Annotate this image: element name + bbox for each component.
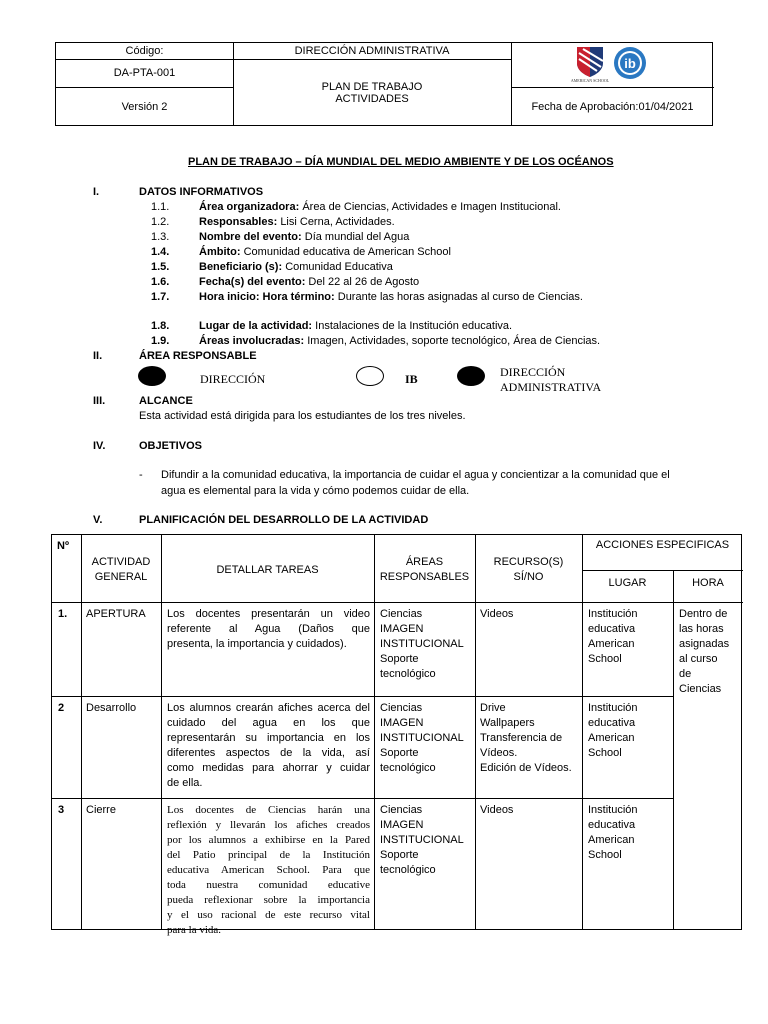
item-number: 1.3. — [151, 231, 170, 243]
row-tareas — [167, 803, 370, 938]
activity-plan-table — [51, 534, 742, 936]
row-tareas-line: cuidado del agua en los que — [167, 717, 370, 729]
alcance-text: Esta actividad está dirigida para los estudiantes de los tres niveles. — [139, 410, 466, 422]
row-tareas-line: representarán su importancia en los — [167, 732, 370, 744]
approval-date: Fecha de Aprobación:01/04/2021 — [531, 101, 694, 113]
row-areas — [380, 803, 472, 878]
item-line — [199, 246, 451, 258]
header-num: Nº — [57, 540, 69, 552]
item-value: Durante las horas asignadas al curso de Ciencias. — [337, 291, 583, 303]
row-tareas-line: Los alumnos crearán afiches acerca del — [167, 702, 370, 714]
department-name: DIRECCIÓN ADMINISTRATIVA — [294, 45, 450, 57]
objective-line1: Difundir a la comunidad educativa, la importancia de cuidar el agua y concientizar a la comunidad que el — [161, 469, 670, 481]
plan-title: PLAN DE TRABAJO – DÍA MUNDIAL DEL MEDIO AMBIENTE Y DE LOS OCÉANOS — [188, 156, 614, 168]
item-label: Área organizadora: — [199, 201, 300, 213]
section-3-heading: ALCANCE — [139, 395, 193, 407]
row-recursos-line: Transferencia de — [480, 732, 563, 744]
row-areas-line: tecnológico — [380, 668, 436, 680]
row-tareas-line: para la vida. — [167, 924, 222, 936]
row-actividad: Desarrollo — [86, 702, 137, 714]
header-hora: HORA — [692, 577, 724, 589]
item-line — [199, 291, 583, 303]
item-number: 1.2. — [151, 216, 170, 228]
doc-title-line2: ACTIVIDADES — [335, 93, 409, 105]
header-areas-line2: RESPONSABLES — [379, 571, 470, 583]
item-value: Instalaciones de la Institución educativa. — [315, 320, 513, 332]
row-lugar-line: educativa — [588, 623, 636, 635]
header-areas-line1: ÁREAS — [405, 556, 444, 568]
row-lugar-line: American — [588, 732, 635, 744]
row-lugar-line: American — [588, 638, 635, 650]
row-recursos-line: Videos — [480, 804, 514, 816]
item-number: 1.6. — [151, 276, 170, 288]
item-line — [199, 320, 512, 332]
row-tareas-line: del Patio principal de la Institución — [167, 849, 370, 861]
hora-shared-cell — [679, 607, 741, 697]
row-recursos-line: Wallpapers — [480, 717, 535, 729]
section-1-number: I. — [93, 186, 100, 198]
header-recursos — [475, 555, 582, 585]
row-areas-line: Soporte — [380, 653, 419, 665]
option-admin-marker — [457, 366, 485, 386]
row-areas-line: Ciencias — [380, 702, 423, 714]
row-recursos-line: Edición de Vídeos. — [480, 762, 572, 774]
header-actividad — [81, 555, 161, 585]
item-value: Área de Ciencias, Actividades e Imagen Institucional. — [302, 201, 561, 213]
row-areas-line: Ciencias — [380, 608, 423, 620]
codigo-value: DA-PTA-001 — [113, 67, 176, 79]
item-number: 1.5. — [151, 261, 170, 273]
row-areas-line: INSTITUCIONAL — [380, 834, 464, 846]
american-school-logo — [570, 45, 610, 85]
row-lugar-line: Institución — [588, 608, 638, 620]
hora-line: las horas — [679, 623, 724, 635]
ib-logo-text: ib — [624, 56, 636, 71]
codigo-label: Código: — [125, 45, 164, 57]
item-label: Responsables: — [199, 216, 278, 228]
row-lugar — [588, 607, 672, 667]
item-number: 1.7. — [151, 291, 170, 303]
row-number: 2 — [58, 702, 65, 714]
row-areas-line: Soporte — [380, 747, 419, 759]
row-lugar-line: Institución — [588, 702, 638, 714]
item-number: 1.1. — [151, 201, 170, 213]
section-4-heading: OBJETIVOS — [139, 440, 202, 452]
hora-line: de — [679, 668, 692, 680]
row-areas — [380, 701, 472, 776]
row-recursos — [480, 701, 580, 776]
section-2-heading: ÁREA RESPONSABLE — [139, 350, 257, 362]
row-areas-line: Ciencias — [380, 804, 423, 816]
row-lugar-line: Institución — [588, 804, 638, 816]
ib-logo — [612, 45, 648, 81]
section-3-number: III. — [93, 395, 106, 407]
row-tareas-line: como medidas para ahorrar y cuidar — [167, 762, 370, 774]
row-tareas-line: reflexión y llevarán los afiches creados — [167, 819, 370, 831]
row-number: 3 — [58, 804, 65, 816]
row-tareas-line: y el uso racional de este recurso vital — [167, 909, 370, 921]
item-label: Lugar de la actividad: — [199, 320, 313, 332]
item-value: Imagen, Actividades, soporte tecnológico, Área de Ciencias. — [307, 335, 601, 347]
doc-title — [233, 59, 511, 127]
header-tareas: DETALLAR TAREAS — [216, 564, 319, 576]
section-2-number: II. — [93, 350, 103, 362]
row-areas-line: INSTITUCIONAL — [380, 732, 464, 744]
row-lugar — [588, 701, 672, 761]
row-areas-line: Soporte — [380, 849, 419, 861]
document-header — [55, 42, 713, 126]
row-lugar-line: School — [588, 653, 622, 665]
item-value: Lisi Cerna, Actividades. — [280, 216, 395, 228]
objective-bullet: - — [139, 469, 143, 481]
item-value: Día mundial del Agua — [304, 231, 410, 243]
row-lugar — [588, 803, 672, 863]
item-line — [199, 216, 395, 228]
header-recursos-line1: RECURSO(S) — [493, 556, 564, 568]
row-lugar-line: educativa — [588, 717, 636, 729]
header-actividad-line2: GENERAL — [94, 571, 148, 583]
row-areas-line: tecnológico — [380, 864, 436, 876]
doc-title-line1: PLAN DE TRABAJO — [321, 81, 423, 93]
row-tareas — [167, 701, 370, 791]
option-ib-label: IB — [405, 372, 418, 386]
row-tareas-line: referente al Agua (Daños que — [167, 623, 370, 635]
section-4-number: IV. — [93, 440, 106, 452]
row-areas-line: INSTITUCIONAL — [380, 638, 464, 650]
row-tareas-line: pueda reflexionar sobre la importancia — [167, 894, 370, 906]
section-5-heading: PLANIFICACIÓN DEL DESARROLLO DE LA ACTIVIDAD — [139, 514, 429, 526]
row-tareas-line: por los alumnos a exhibirse en la Pared — [167, 834, 370, 846]
row-areas — [380, 607, 472, 682]
row-recursos-line: Vídeos. — [480, 747, 518, 759]
header-recursos-line2: SÍ/NO — [513, 571, 544, 583]
item-value: Comunidad Educativa — [285, 261, 393, 273]
header-acciones: ACCIONES ESPECIFICAS — [595, 539, 730, 551]
header-areas — [374, 555, 475, 585]
row-areas-line: IMAGEN — [380, 717, 424, 729]
version-label: Versión 2 — [121, 101, 168, 113]
row-tareas-line: toda nuestra comunidad educative — [167, 879, 370, 891]
row-tareas-line: Los docentes presentarán un video — [167, 608, 370, 620]
item-label: Áreas involucradas: — [199, 335, 305, 347]
row-actividad: APERTURA — [86, 608, 146, 620]
row-tareas-line: diferentes aspectos de la vida, así — [167, 747, 370, 759]
item-label: Fecha(s) del evento: — [199, 276, 306, 288]
row-tareas-line: Los docentes de Ciencias harán una — [167, 804, 370, 816]
row-actividad: Cierre — [86, 804, 116, 816]
hora-line: al curso — [679, 653, 718, 665]
school-caption: AMERICAN SCHOOL — [570, 78, 610, 83]
row-tareas-line: de ella. — [167, 777, 203, 789]
row-tareas — [167, 607, 370, 652]
item-line — [199, 231, 409, 243]
item-line — [199, 276, 419, 288]
row-recursos-line: Videos — [480, 608, 514, 620]
section-1-heading: DATOS INFORMATIVOS — [139, 186, 264, 198]
item-label: Ámbito: — [199, 246, 241, 258]
header-actividad-line1: ACTIVIDAD — [91, 556, 151, 568]
row-recursos — [480, 607, 580, 622]
section-5-number: V. — [93, 514, 103, 526]
item-number: 1.8. — [151, 320, 170, 332]
row-recursos-line: Drive — [480, 702, 506, 714]
hora-line: asignadas — [679, 638, 730, 650]
hora-line: Dentro de — [679, 608, 728, 620]
row-lugar-line: School — [588, 747, 622, 759]
item-label: Hora inicio: Hora término: — [199, 291, 335, 303]
row-areas-line: IMAGEN — [380, 623, 424, 635]
item-label: Beneficiario (s): — [199, 261, 283, 273]
item-value: Comunidad educativa de American School — [243, 246, 451, 258]
row-lugar-line: American — [588, 834, 635, 846]
row-number: 1. — [58, 608, 68, 620]
row-lugar-line: educativa — [588, 819, 636, 831]
row-areas-line: tecnológico — [380, 762, 436, 774]
row-tareas-line: presenta, la importancia y cuidados). — [167, 638, 347, 650]
item-value: Del 22 al 26 de Agosto — [308, 276, 420, 288]
header-lugar: LUGAR — [608, 577, 647, 589]
item-line — [199, 335, 600, 347]
row-tareas-line: educativa American School. Para que — [167, 864, 370, 876]
objective-line2: agua es elemental para la vida y cómo podemos cuidar de ella. — [161, 485, 470, 497]
row-recursos — [480, 803, 580, 818]
item-line — [199, 261, 393, 273]
option-admin-label-line2: ADMINISTRATIVA — [500, 380, 602, 394]
item-label: Nombre del evento: — [199, 231, 302, 243]
option-direccion-marker — [138, 366, 166, 386]
row-lugar-line: School — [588, 849, 622, 861]
option-ib-marker — [356, 366, 384, 386]
option-admin-label-line1: DIRECCIÓN — [500, 365, 566, 379]
row-areas-line: IMAGEN — [380, 819, 424, 831]
item-number: 1.9. — [151, 335, 170, 347]
hora-line: Ciencias — [679, 683, 722, 695]
item-number: 1.4. — [151, 246, 170, 258]
option-direccion-label: DIRECCIÓN — [200, 372, 266, 386]
item-line — [199, 201, 561, 213]
